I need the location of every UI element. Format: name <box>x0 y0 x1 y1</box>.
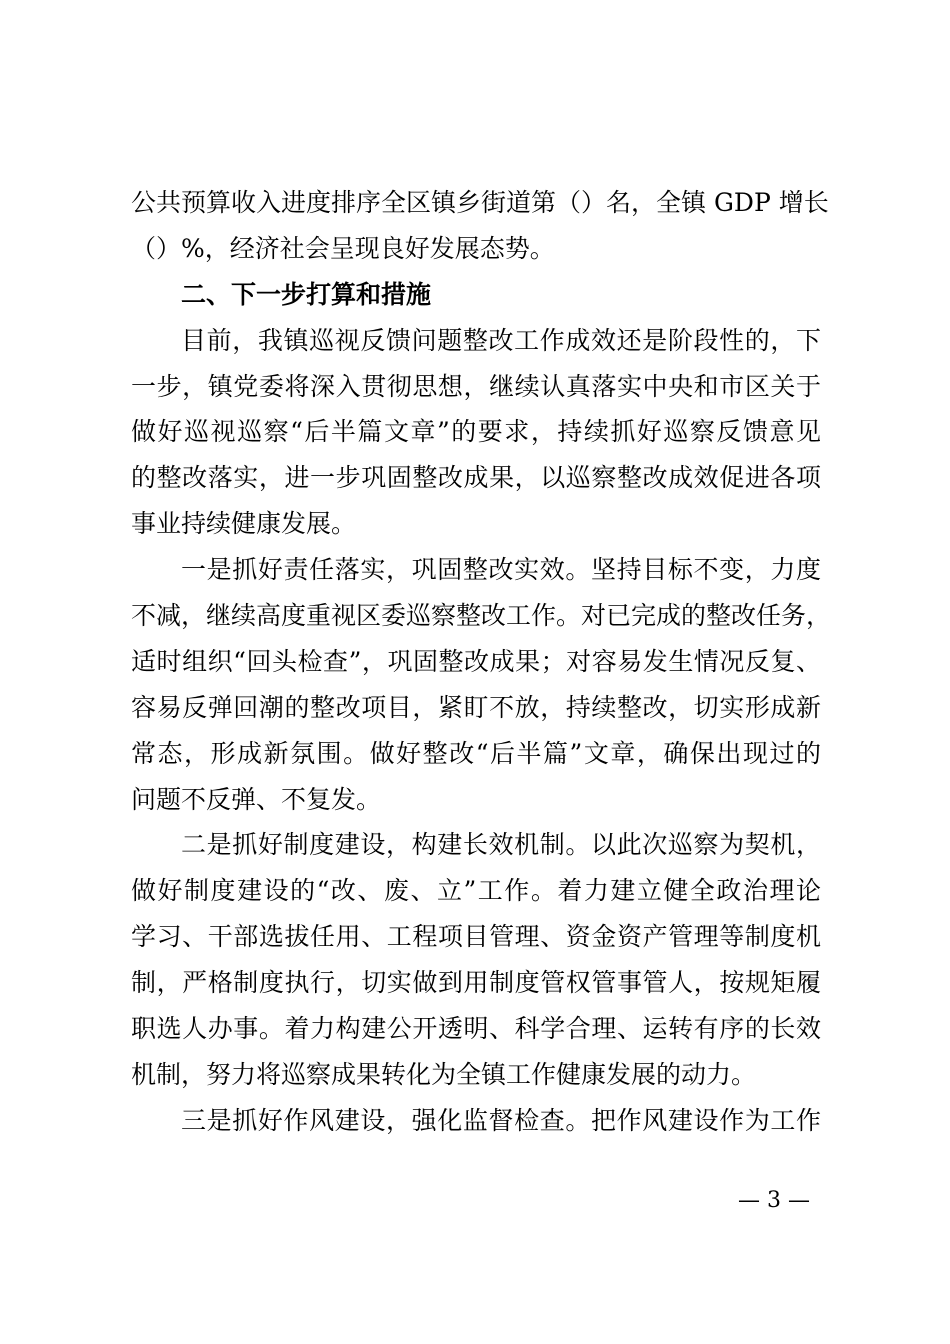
section-heading: 二、下一步打算和措施 <box>181 279 432 309</box>
intro-paragraph <box>131 180 829 272</box>
paragraph-current-status <box>131 318 821 547</box>
text-line: 一步，镇党委将深入贯彻思想，继续认真落实中央和市区关于 <box>131 371 821 401</box>
text-line: 目前，我镇巡视反馈问题整改工作成效还是阶段性的，下 <box>181 325 821 355</box>
page-number: — 3 — <box>738 1188 810 1213</box>
text-line: 制，严格制度执行，切实做到用制度管权管事管人，按规矩履 <box>131 968 821 998</box>
paragraph-work-style <box>131 1098 821 1144</box>
text-line: 事业持续健康发展。 <box>131 509 357 539</box>
text-line: 学习、干部选拔任用、工程项目管理、资金资产管理等制度机 <box>131 922 821 952</box>
text-line: 的整改落实，进一步巩固整改成果，以巡察整改成效促进各项 <box>131 463 821 493</box>
text-line: 二是抓好制度建设，构建长效机制。以此次巡察为契机， <box>181 830 821 860</box>
paragraph-institution <box>131 822 821 1097</box>
document-body <box>131 180 832 1144</box>
text-line: 常态，形成新氛围。做好整改“后半篇”文章，确保出现过的 <box>131 738 821 768</box>
text-line: 适时组织“回头检查”，巩固整改成果；对容易发生情况反复、 <box>131 646 821 676</box>
text-line: 做好巡视巡察“后半篇文章”的要求，持续抓好巡察反馈意见 <box>131 417 821 447</box>
text-line: 问题不反弹、不复发。 <box>131 784 382 814</box>
text-line: 一是抓好责任落实，巩固整改实效。坚持目标不变，力度 <box>181 555 821 585</box>
text-line: 职选人办事。着力构建公开透明、科学合理、运转有序的长效 <box>131 1014 821 1044</box>
text-line: （）%，经济社会呈现良好发展态势。 <box>131 233 555 263</box>
text-line: 做好制度建设的“改、废、立”工作。着力建立健全政治理论 <box>131 876 821 906</box>
text-line: 公共预算收入进度排序全区镇乡街道第（）名，全镇 GDP 增长 <box>131 188 829 217</box>
text-line: 机制，努力将巡察成果转化为全镇工作健康发展的动力。 <box>131 1059 757 1089</box>
text-line: 不减，继续高度重视区委巡察整改工作。对已完成的整改任务， <box>131 601 832 631</box>
text-line: 三是抓好作风建设，强化监督检查。把作风建设作为工作 <box>181 1105 821 1135</box>
text-line: 容易反弹回潮的整改项目，紧盯不放，持续整改，切实形成新 <box>131 692 821 722</box>
paragraph-responsibility <box>131 547 832 822</box>
